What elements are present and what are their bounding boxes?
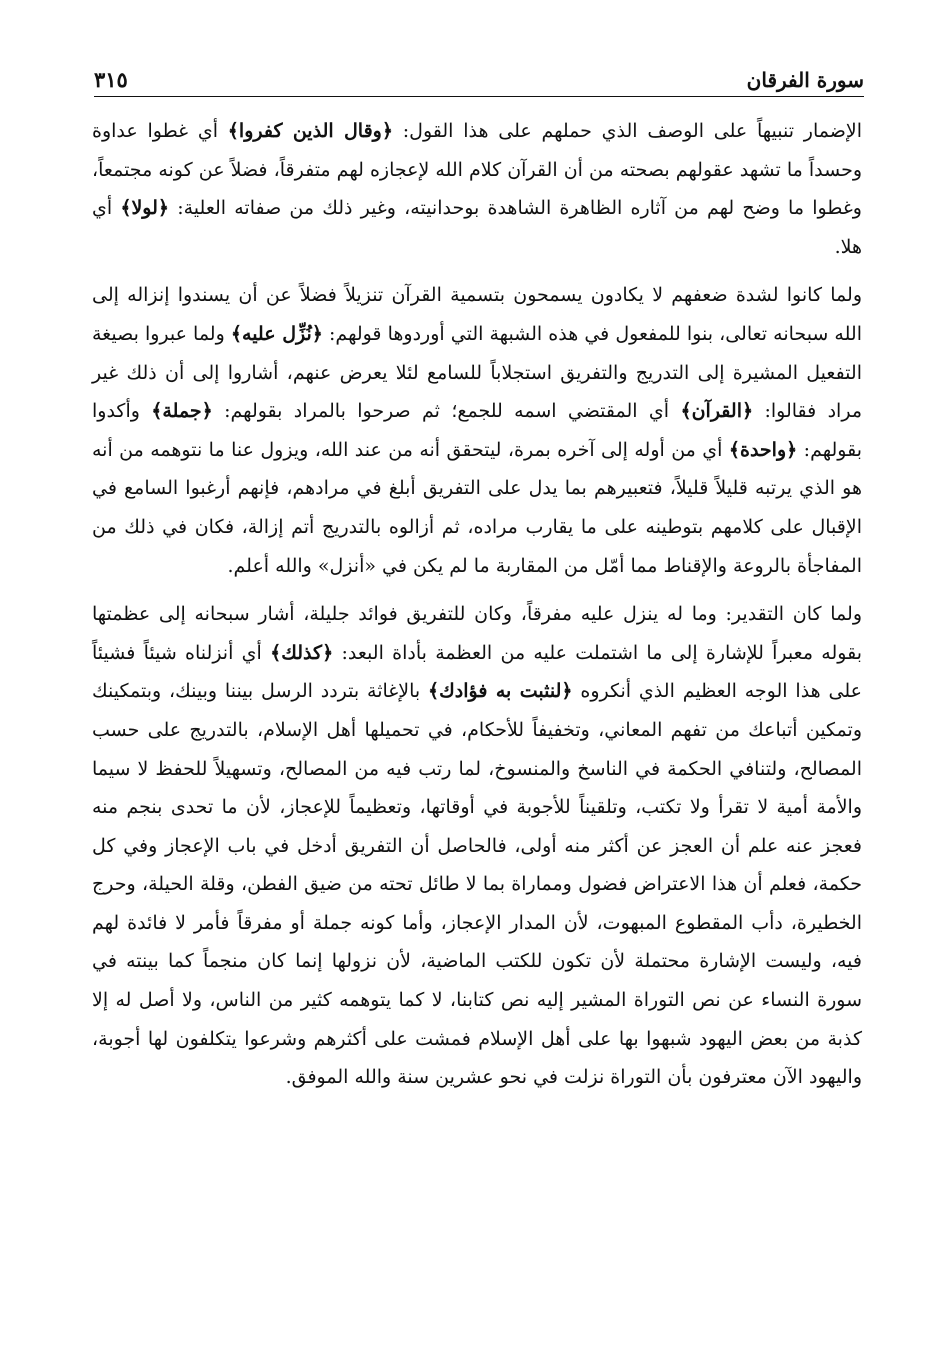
quran-quote: ﴿لنثبت به فؤادك﴾ [428, 680, 573, 703]
text-segment: أي هلا. [92, 197, 862, 258]
paragraph-2 [92, 276, 862, 585]
quran-quote: ﴿وقال الذين كفروا﴾ [227, 120, 393, 142]
paragraph-1 [92, 112, 862, 266]
surah-title: سورة الفرقان [746, 68, 864, 92]
text-segment: وأكدوا بقولهم: [92, 400, 862, 461]
text-segment: ولما كانوا لشدة ضعفهم لا يكادون يسمحون بتسمية القرآن تنزيلاً فضلاً عن أن يسندوا إنزاله إلى الله سبحانه تعالى، بنوا للمفعول في هذه الشبهة التي أوردوها قولهم: [92, 284, 862, 345]
text-segment: أي من أوله إلى آخره بمرة، ليتحقق أنه من عند الله، ويزول عنا ما نتوهمه من أنه هو الذي يرتبه قليلاً قليلاً، فتعبيرهم بما يدل على التفريق أبلغ في مرادهم، فإنهم أرغبوا السامع في الإقبال على كلامهم بتوطينه على ما يقارب مراده، ثم أزالوه بالتدريج أتم إزالة، فكان في ذلك من المفاجأة بالروعة والإقناط مما أمّل من المقاربة ما لم يكن في «أنزل» والله أعلم. [92, 438, 862, 577]
quran-quote: ﴿كذلك﴾ [270, 641, 334, 664]
text-segment: ولما عبروا بصيغة التفعيل المشيرة إلى التدريج والتفريق استجلاباً للسامع لئلا يعرض عنهم، أشاروا إلى أن ذلك غير مراد فقالوا: [92, 322, 862, 423]
text-segment: بالإغاثة بتردد الرسل بيننا وبينك، وبتمكينك وتمكين أتباعك من تفهم المعاني، وتخفيفاً للأحكام، في تحميلها أهل الإسلام، بالتدريج على حسب المصالح، ولتنافي الحكمة في الناسخ والمنسوخ، لما رتب فيه من المصالح، وتسهيلاً للحفظ لا سيما والأمة أمية لا تقرأ ولا تكتب، وتلقيناً للأجوبة في أوقاتها، وتعظيماً للإعجاز، لأن ما تحدى بنجم منه فعجز عنه علم أن العجز عن أكثر منه أولى، فالحاصل أن التفريق أدخل في باب الإعجاز وفي كل حكمة، فعلم أن هذا الاعتراض فضول ومماراة بما لا طائل تحته من ضيق الفطن، وقلة الحيلة، وحرج الخطيرة، دأب المقطوع المبهوت، لأن المدار الإعجاز، وأما كونه جملة أو مفرقاً فأمر لا فائدة لهم فيه، وليست الإشارة محتملة لأن تكون للكتب الماضية، لأن نزولها إنما كان منجماً كما بينته في سورة النساء عن نص التوراة المشير إليه نص كتابنا، لا كما يتوهمه كثير من الناس، ولا أصل له إلا كذبة من بعض اليهود شبهوا بها على أهل الإسلام فمشت على أكثرهم وشرعوا يتكلفون لها أجوبة، واليهود الآن معترفون بأن التوراة نزلت في نحو عشرين سنة والله الموفق. [92, 680, 862, 1089]
paragraph-3 [92, 595, 862, 1097]
quran-quote: ﴿واحدة﴾ [728, 438, 798, 461]
body-text [92, 112, 862, 1097]
running-header [94, 58, 864, 97]
quran-quote: ﴿القرآن﴾ [680, 400, 754, 423]
text-segment: الإضمار تنبيهاً على الوصف الذي حملهم على هذا القول: [392, 120, 862, 142]
quran-quote: ﴿نُزِّل عليه﴾ [230, 322, 323, 345]
text-segment: ولما كان التقدير: وما له ينزل عليه مفرقاً، وكان للتفريق فوائد جليلة، أشار سبحانه إلى عظمتها بقوله معبراً للإشارة إلى ما اشتملت عليه من العظمة بأداة البعد: [92, 603, 862, 664]
text-segment: أي أنزلناه شيئاً فشيئاً على هذا الوجه العظيم الذي أنكروه [92, 641, 862, 703]
text-segment: أي غطوا عداوة وحسداً ما تشهد عقولهم بصحته من أن القرآن كلام الله لإعجازه لهم متفرقاً، فضلاً عن كونه مجتمعاً، وغطوا ما وضح لهم من آثاره الظاهرة الشاهدة بوحدانيته، وغير ذلك من صفاته العلية: [92, 120, 862, 220]
text-segment: أي المقتضي اسمه للجمع؛ ثم صرحوا بالمراد بقولهم: [212, 400, 670, 423]
quran-quote: ﴿لولا﴾ [120, 197, 170, 220]
page-number: ٣١٥ [94, 67, 128, 92]
quran-quote: ﴿جملة﴾ [151, 400, 213, 423]
